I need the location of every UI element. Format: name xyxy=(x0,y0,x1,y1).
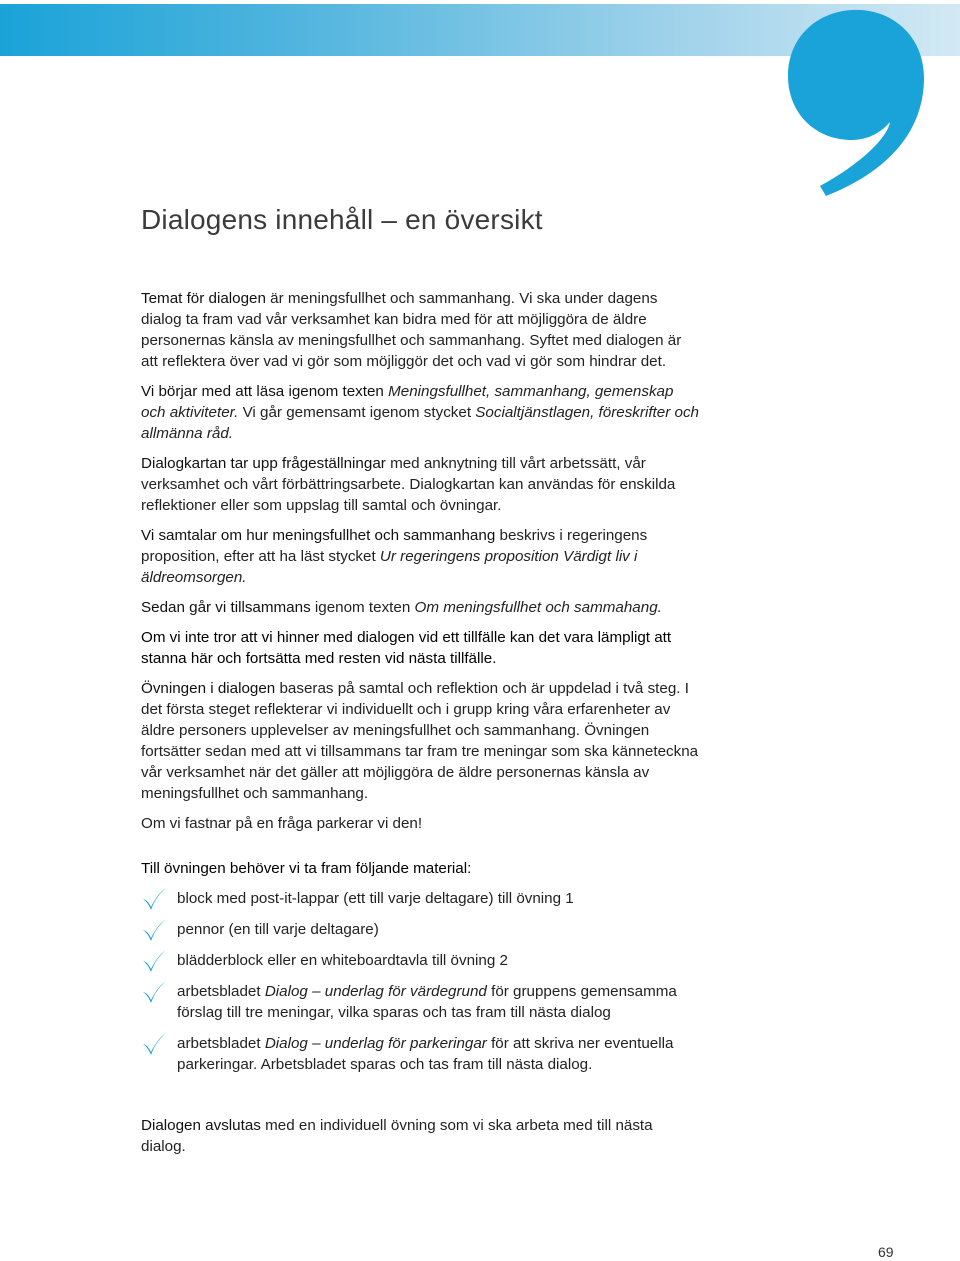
paragraph-discussion xyxy=(141,525,701,588)
paragraph-body: med en individuell övning som vi ska arbeta med till nästa dialog. xyxy=(141,1117,653,1155)
paragraph-dialog-map xyxy=(141,453,701,516)
paragraph-lead: Vi samtalar om hur meningsfullhet och sammanhang xyxy=(141,527,496,544)
materials-item: blädderblock eller en whiteboardtavla till övning 2 xyxy=(141,950,701,971)
paragraph-body: med anknytning till vårt arbetssätt, vår verksamhet och vårt förbättringsarbete. Dialogkartan kan användas för enskilda reflektioner eller som uppslag till samtal och övningar. xyxy=(141,455,676,514)
paragraph-reading xyxy=(141,381,701,444)
paragraph-closing xyxy=(141,1115,701,1157)
page-title: Dialogens innehåll – en översikt xyxy=(141,204,543,235)
paragraph-lead: Dialogen avslutas xyxy=(141,1117,261,1134)
paragraph-body: beskrivs i regeringens proposition, efter att ha läst stycket xyxy=(141,527,648,565)
checkmark-icon xyxy=(141,948,167,974)
materials-item: pennor (en till varje deltagare) xyxy=(141,919,701,940)
paragraph-parking: Om vi fastnar på en fråga parkerar vi den! xyxy=(141,815,423,832)
checkmark-icon xyxy=(141,1031,167,1057)
paragraph-body: igenom texten xyxy=(310,599,415,616)
materials-item: arbetsbladet Dialog – underlag för värdegrund för gruppens gemensamma förslag till tre meningar, vilka sparas och tas fram till nästa dialog xyxy=(141,981,701,1023)
text-title: Om meningsfullhet och sammahang. xyxy=(414,599,662,616)
paragraph-lead: Sedan går vi tillsammans xyxy=(141,599,311,616)
paragraph-body: är meningsfullhet och sammanhang. Vi ska under dagens dialog ta fram vad vår verksamhet kan bidra med för att möjliggöra de äldre personernas känsla av meningsfullhet och sammanhang. Syftet med dialogen är att reflektera över vad vi gör som möjliggör det och vad vi gör som hindrar det. xyxy=(141,290,682,370)
paragraph-theme xyxy=(141,288,701,372)
checkmark-icon xyxy=(141,979,167,1005)
materials-item: arbetsbladet Dialog – underlag för parkeringar för att skriva ner eventuella parkeringar. Arbetsbladet sparas och tas fram till nästa dialog. xyxy=(141,1033,701,1075)
materials-list xyxy=(141,888,701,1075)
text-title: Ur regeringens proposition Värdigt liv i äldreomsorgen. xyxy=(141,548,638,586)
page-number: 69 xyxy=(878,1244,894,1260)
paragraph-lead: Temat för dialogen xyxy=(141,290,266,307)
quotation-mark-icon xyxy=(782,6,932,202)
materials-item: block med post-it-lappar (ett till varje deltagare) till övning 1 xyxy=(141,888,701,909)
text-title: Socialtjänstlagen, föreskrifter och allmänna råd. xyxy=(141,404,699,442)
main-content xyxy=(141,196,701,1166)
checkmark-icon xyxy=(141,917,167,943)
paragraph-together xyxy=(141,597,701,618)
paragraph-body: baseras på samtal och reflektion och är uppdelad i två steg. I det första steget reflekterar vi individuellt och i grupp kring våra erfarenheter av äldre personers upplevelser av meningsfullhet och sammanhang. Övningen fortsätter sedan med att vi tillsammans tar fram tre meningar som ska känneteckna vår verksamhet när det gäller att möjliggöra de äldre personernas känsla av meningsfullhet och sammanhang. xyxy=(141,680,699,802)
paragraph-lead: Övningen i dialogen xyxy=(141,680,276,697)
paragraph-lead: Dialogkartan tar upp frågeställningar xyxy=(141,455,386,472)
text-title: Meningsfullhet, sammanhang, gemenskap och aktiviteter. xyxy=(141,383,674,421)
paragraph-pause-note: Om vi inte tror att vi hinner med dialogen vid ett tillfälle kan det vara lämpligt att stanna här och fortsätta med resten vid nästa tillfälle. xyxy=(141,629,672,667)
paragraph-body: Vi går gemensamt igenom stycket xyxy=(238,404,476,421)
paragraph-exercise xyxy=(141,678,701,804)
paragraph-lead: Vi börjar med att läsa igenom texten xyxy=(141,383,384,400)
materials-heading: Till övningen behöver vi ta fram följande material: xyxy=(141,860,472,877)
checkmark-icon xyxy=(141,886,167,912)
